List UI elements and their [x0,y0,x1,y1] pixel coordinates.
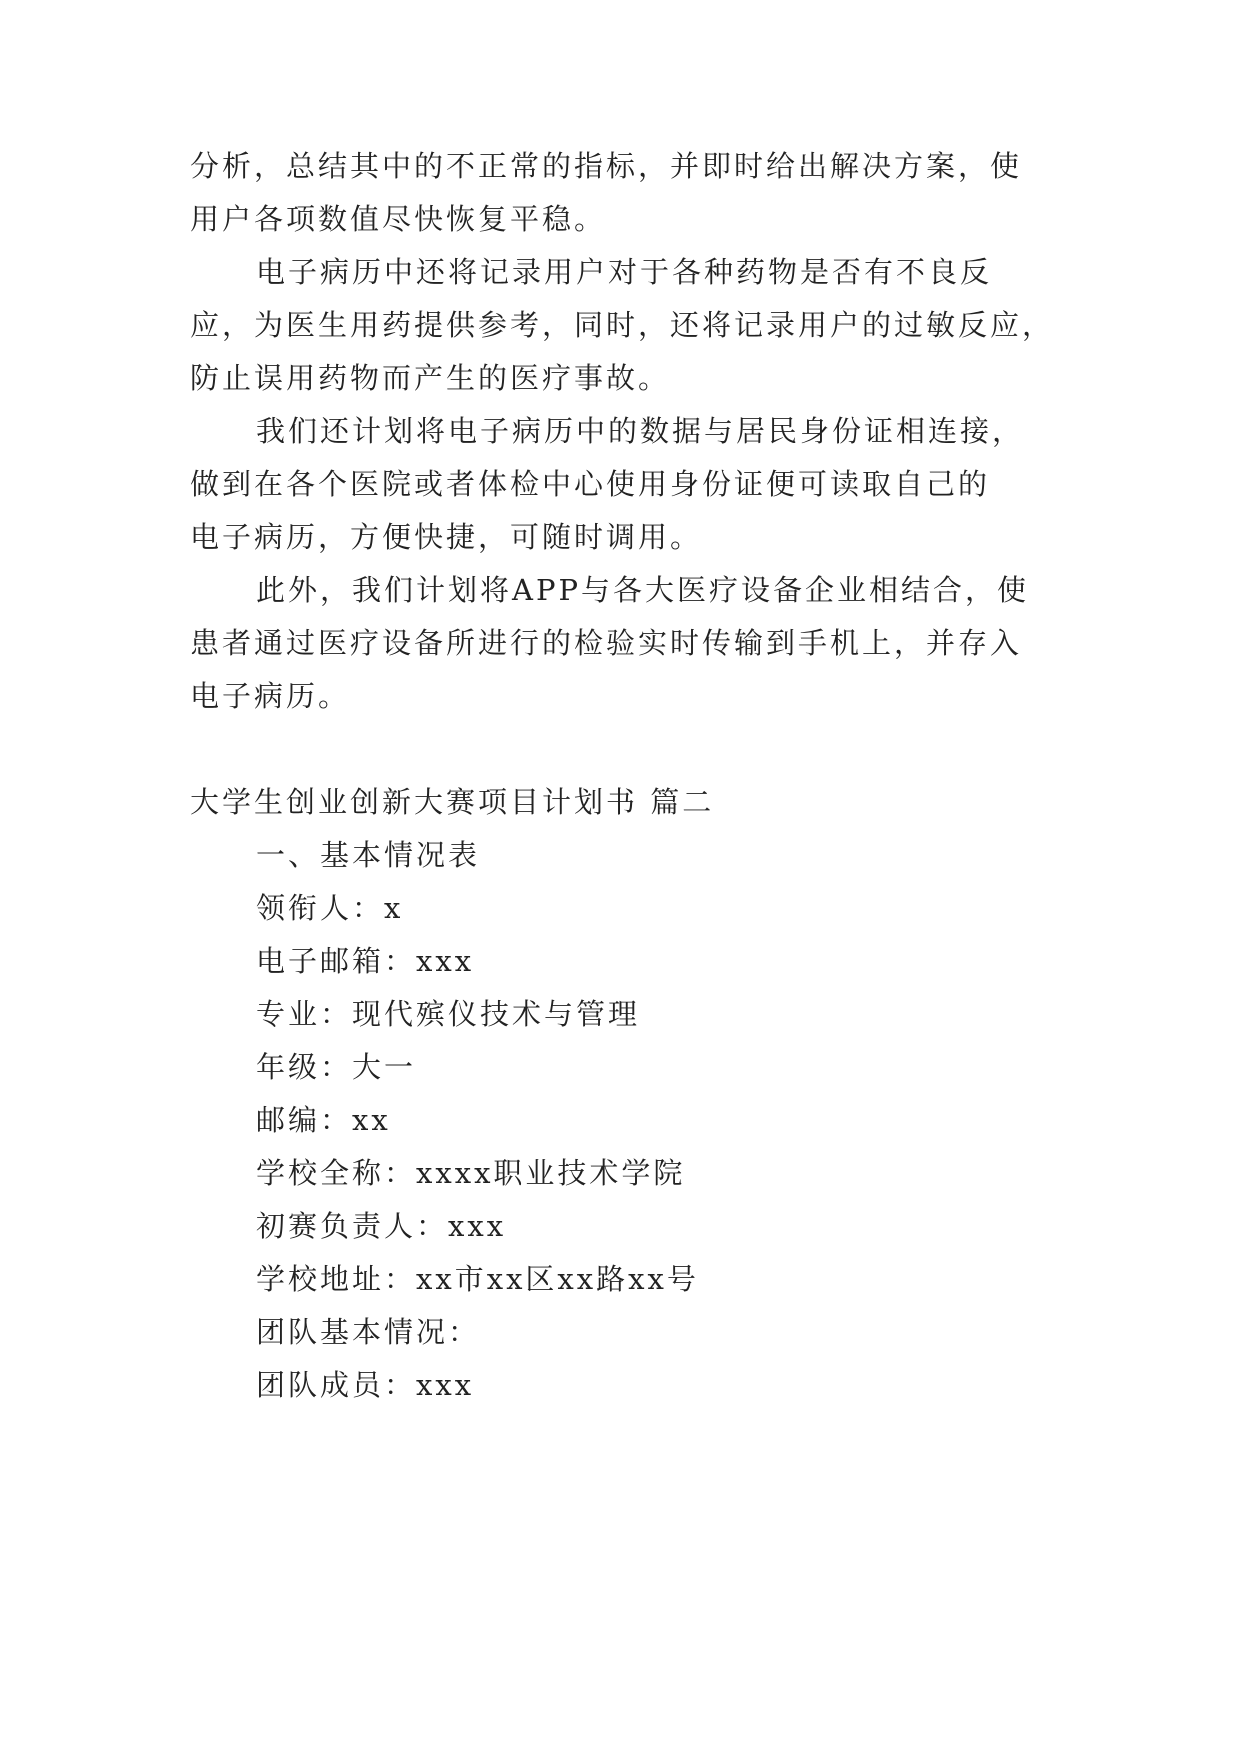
info-item: 学校地址：xx市xx区xx路xx号 [256,1262,699,1296]
info-heading: 一、基本情况表 [256,838,481,872]
paragraph-line: 电子病历中还将记录用户对于各种药物是否有不良反 [256,255,993,289]
section-title: 大学生创业创新大赛项目计划书 篇二 [190,785,715,819]
info-item: 电子邮箱：xxx [256,944,475,978]
info-item: 初赛负责人：xxx [256,1209,507,1243]
paragraph-line: 分析，总结其中的不正常的指标，并即时给出解决方案，使 [190,149,1023,183]
info-item: 邮编：xx [256,1103,391,1137]
info-item: 领衔人：x [256,891,404,925]
paragraph-line: 此外，我们计划将APP与各大医疗设备企业相结合，使 [256,573,1029,607]
paragraph-line: 电子病历，方便快捷，可随时调用。 [190,520,703,554]
paragraph-line: 用户各项数值尽快恢复平稳。 [190,202,607,236]
info-item: 学校全称：xxxx职业技术学院 [256,1156,686,1190]
info-item: 年级：大一 [256,1050,417,1084]
info-item: 团队基本情况： [256,1315,481,1349]
paragraph-line: 电子病历。 [190,679,351,713]
paragraph-line: 患者通过医疗设备所进行的检验实时传输到手机上，并存入 [190,626,1023,660]
paragraph-line: 应，为医生用药提供参考，同时，还将记录用户的过敏反应， [190,308,1055,342]
info-item: 团队成员：xxx [256,1368,475,1402]
info-item: 专业：现代殡仪技术与管理 [256,997,641,1031]
paragraph-line: 做到在各个医院或者体检中心使用身份证便可读取自己的 [190,467,991,501]
paragraph-line: 我们还计划将电子病历中的数据与居民身份证相连接， [256,414,1025,448]
paragraph-line: 防止误用药物而产生的医疗事故。 [190,361,671,395]
